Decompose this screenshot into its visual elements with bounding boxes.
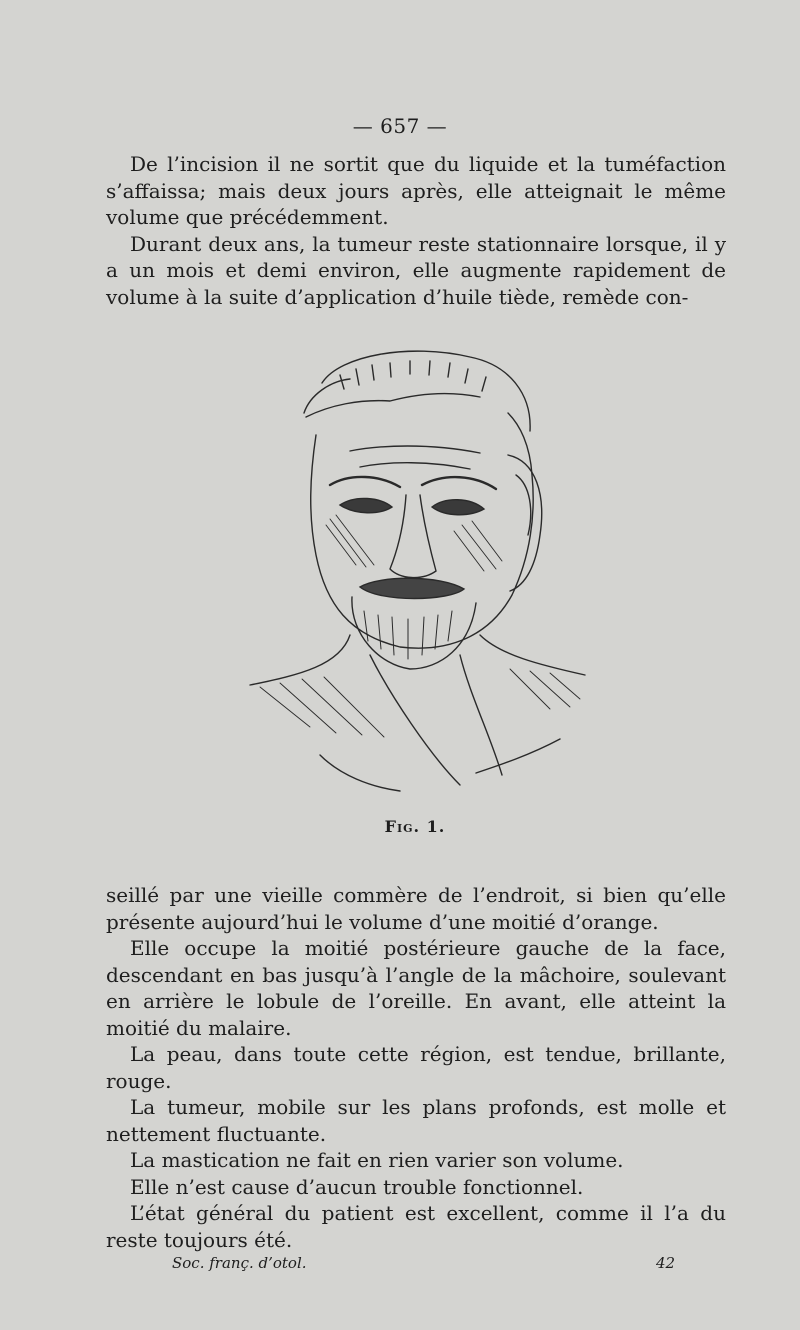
paragraph: Elle occupe la moitié postérieure gauche de la face, descendant en bas jusqu’à l’angle de la mâchoire, soulevant en arrière le lobule de l’oreille. En avant, elle atteint la moitié du malaire. xyxy=(106,936,726,1040)
footer-journal: Soc. franç. d’otol. xyxy=(172,1254,307,1272)
text-block-top xyxy=(106,151,726,310)
paragraph: Durant deux ans, la tumeur reste stationnaire lorsque, il y a un mois et demi environ, elle augmente rapidement de volume à la suite d’application d’huile tiède, remède con- xyxy=(106,231,726,309)
figure-portrait xyxy=(240,335,590,810)
paragraph: L’état général du patient est excellent, comme il l’a du reste toujours été. xyxy=(106,1201,726,1252)
footer-signature: 42 xyxy=(656,1254,676,1272)
paragraph: seillé par une vieille commère de l’endroit, si bien qu’elle présente aujourd’hui le volume d’une moitié d’orange. xyxy=(106,883,726,934)
figure-caption: Fig. 1. xyxy=(384,817,446,836)
text-block-bottom xyxy=(106,882,726,1253)
paragraph: Elle n’est cause d’aucun trouble fonctionnel. xyxy=(130,1174,584,1199)
paragraph: La tumeur, mobile sur les plans profonds, est molle et nettement fluctuante. xyxy=(106,1095,726,1146)
paragraph: La peau, dans toute cette région, est tendue, brillante, rouge. xyxy=(106,1042,726,1093)
paragraph: De l’incision il ne sortit que du liquide et la tuméfaction s’affaissa; mais deux jours après, elle atteignait le même volume que précédemment. xyxy=(106,152,726,229)
page-number: — 657 — xyxy=(352,114,448,138)
engraved-portrait-illustration xyxy=(240,335,590,810)
paragraph: La mastication ne fait en rien varier son volume. xyxy=(130,1148,624,1172)
